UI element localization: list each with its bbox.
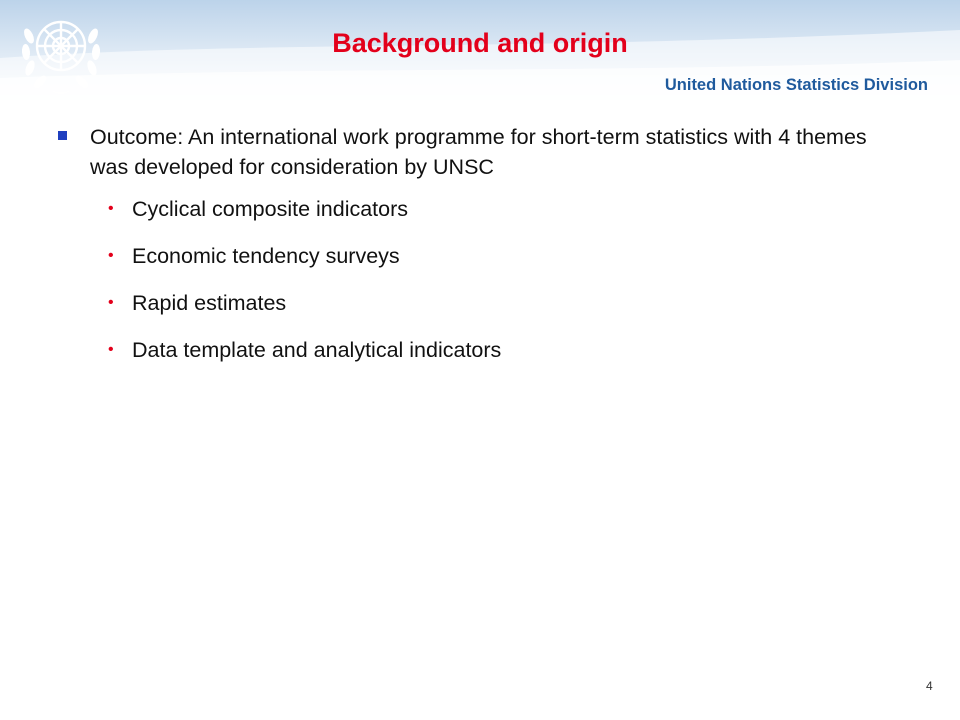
- sub-bullet-item: [56, 288, 876, 318]
- sub-bullet-text: Data template and analytical indicators: [132, 338, 502, 362]
- sub-bullet-item: [56, 335, 876, 365]
- sub-bullet-text: Cyclical composite indicators: [132, 197, 409, 221]
- dot-bullet-icon: •: [108, 200, 114, 217]
- slide-content: [56, 122, 876, 382]
- sub-bullet-text: Rapid estimates: [132, 291, 287, 315]
- slide-title: Background and origin: [332, 28, 628, 58]
- sub-bullet-item: [56, 194, 876, 224]
- page-number: 4: [926, 679, 933, 693]
- main-bullet-text: Outcome: An international work programme for short-term statistics with 4 themes was developed for consideration by UNSC: [90, 125, 867, 179]
- main-bullet: [56, 122, 876, 182]
- division-label: United Nations Statistics Division: [664, 76, 928, 94]
- sub-bullet-list: [56, 194, 876, 365]
- dot-bullet-icon: •: [108, 341, 114, 358]
- dot-bullet-icon: •: [108, 247, 114, 264]
- un-emblem-icon: [20, 6, 102, 100]
- sub-bullet-text: Economic tendency surveys: [132, 244, 400, 268]
- sub-bullet-item: [56, 241, 876, 271]
- dot-bullet-icon: •: [108, 294, 114, 311]
- square-bullet-icon: [58, 131, 67, 140]
